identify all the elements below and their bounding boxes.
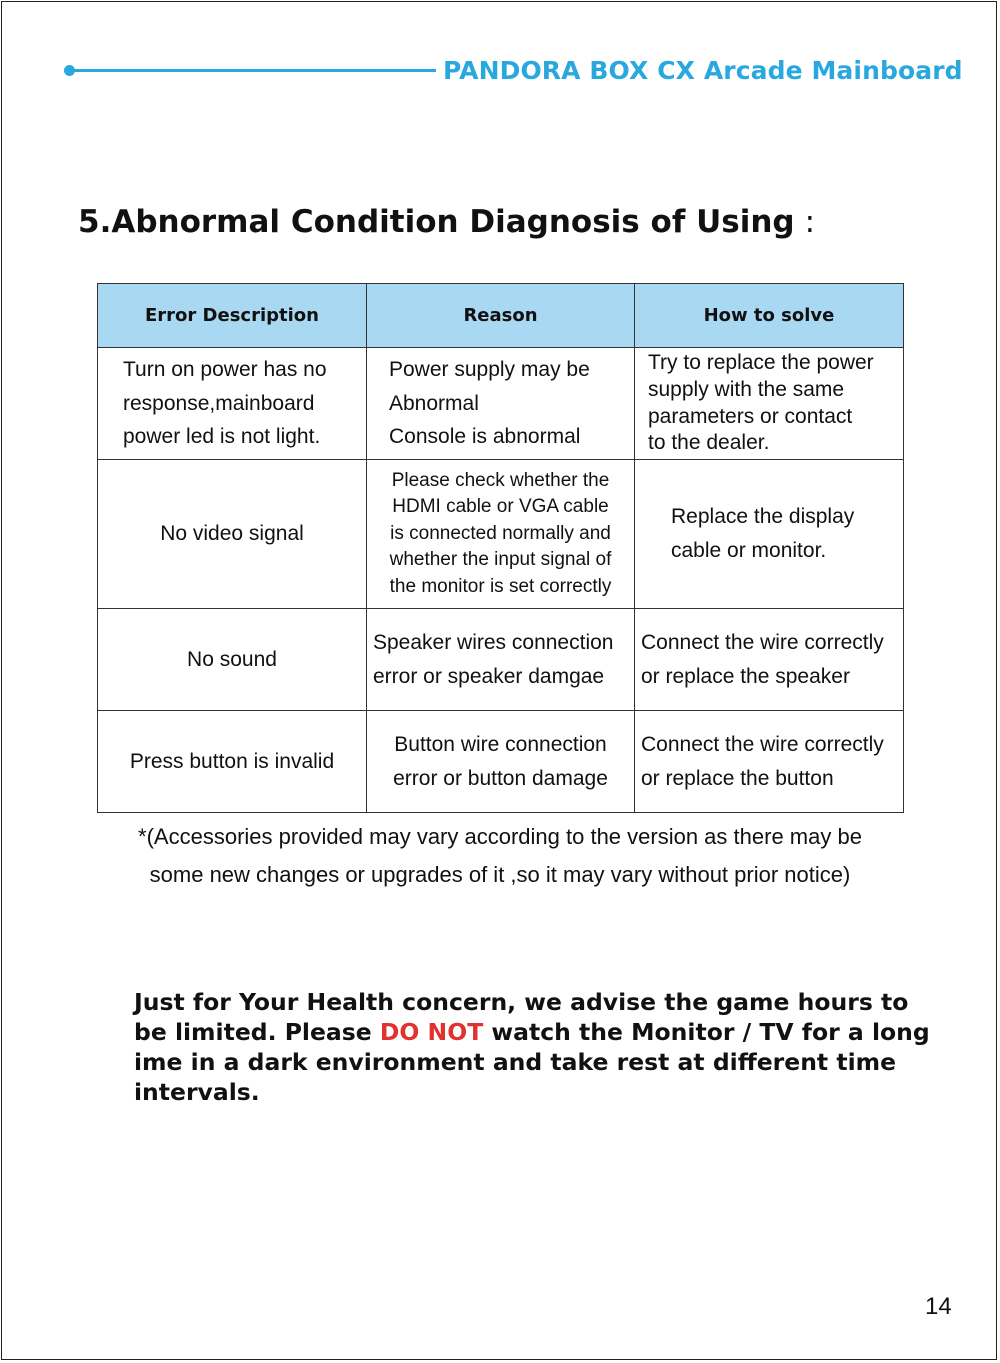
solution-cell: Connect the wire correctly or replace the button: [635, 711, 904, 813]
table-row: [98, 711, 904, 813]
solution-cell: Connect the wire correctly or replace the speaker: [635, 609, 904, 711]
error-description-cell: Turn on power has no response,mainboard power led is not light.: [98, 348, 367, 460]
diagnosis-table: [97, 283, 904, 813]
table-row: [98, 460, 904, 609]
section-title-text: 5.Abnormal Condition Diagnosis of Using: [78, 204, 795, 240]
accessories-note-line-2: some new changes or upgrades of it ,so it may vary without prior notice): [149, 862, 851, 887]
section-title: [78, 204, 815, 240]
solution-cell: Try to replace the power supply with the same parameters or contact to the dealer.: [635, 348, 904, 460]
table-row: [98, 348, 904, 460]
header-reason: Reason: [367, 284, 635, 348]
error-description-cell: No video signal: [98, 460, 367, 609]
reason-cell: Please check whether the HDMI cable or VGA cable is connected normally and whether the input signal of the monitor is set correctly: [367, 460, 635, 609]
header-how-to-solve: How to solve: [635, 284, 904, 348]
reason-cell: Power supply may be Abnormal Console is abnormal: [367, 348, 635, 460]
table-header-row: [98, 284, 904, 348]
health-advisory: [134, 987, 934, 1107]
table-row: [98, 609, 904, 711]
health-advisory-highlight: DO NOT: [379, 1018, 484, 1046]
health-advisory-text-continued: watch the Monitor / TV for a long ime in a dark environment and take rest at different time intervals.: [134, 1018, 930, 1106]
header-rule: [70, 69, 436, 72]
header-title: PANDORA BOX CX Arcade Mainboard: [443, 56, 963, 85]
page-number: 14: [925, 1293, 952, 1320]
reason-cell: Speaker wires connection error or speaker damgae: [367, 609, 635, 711]
accessories-note-line-1: *(Accessories provided may vary according to the version as there may be: [138, 824, 862, 849]
reason-cell: Button wire connection error or button damage: [367, 711, 635, 813]
error-description-cell: No sound: [98, 609, 367, 711]
health-advisory-text: Just for Your Health concern, we advise the game hours to be limited. Please: [134, 988, 909, 1046]
error-description-cell: Press button is invalid: [98, 711, 367, 813]
section-title-colon: :: [804, 204, 816, 240]
solution-cell: Replace the display cable or monitor.: [635, 460, 904, 609]
header-error-description: Error Description: [98, 284, 367, 348]
